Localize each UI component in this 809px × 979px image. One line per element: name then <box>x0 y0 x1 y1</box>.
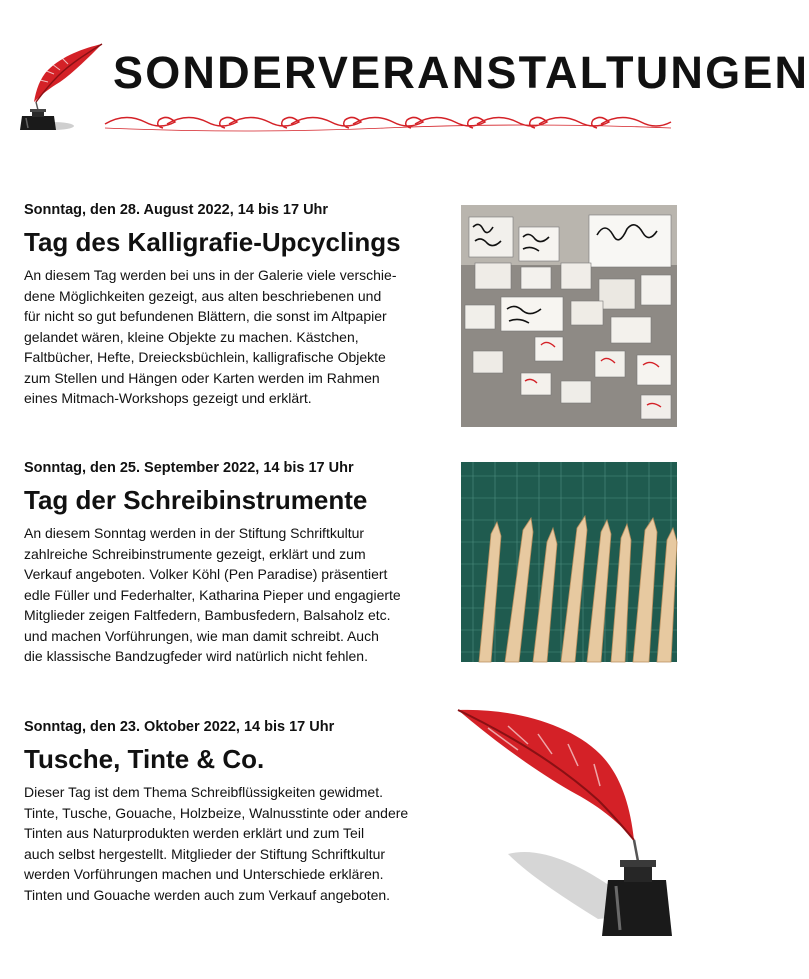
text-line: Tinte, Tusche, Gouache, Holzbeize, Walnusstinte oder andere <box>24 804 409 821</box>
text-line: zahlreiche Schreibinstrumente gezeigt, erklärt und zum <box>24 545 366 562</box>
text-line: edle Füller und Federhalter, Katharina Pieper und engagierte <box>24 586 401 603</box>
quill-inkpot-icon <box>14 40 106 140</box>
wooden-pens-photo <box>461 462 677 662</box>
event-description <box>24 523 401 667</box>
page-title: SONDERVERANSTALTUNGEN <box>113 47 809 98</box>
text-line: die klassische Bandzugfeder wird natürlich nicht fehlen. <box>24 648 368 664</box>
flourish-ornament-icon <box>105 110 675 136</box>
event-description <box>24 782 408 905</box>
event-title: Tag des Kalligrafie-Upcyclings <box>24 227 401 257</box>
text-line: Mitglieder zeigen Faltfedern, Bambusfedern, Balsaholz etc. <box>24 607 391 623</box>
quill-inkpot-icon <box>448 704 680 944</box>
text-line: gelandet wären, kleine Objekte zu machen. Kästchen, <box>24 328 359 345</box>
text-line: Tinten und Gouache werden auch zum Verkauf angeboten. <box>24 886 391 903</box>
text-line: An diesem Tag werden bei uns in der Galerie viele verschie- <box>24 267 397 283</box>
text-line: eines Mitmach-Workshops gezeigt und erklärt. <box>24 390 312 406</box>
text-line: zum Stellen und Hängen oder Karten werden im Rahmen <box>24 369 380 386</box>
text-line: Tinten aus Naturprodukten werden erklärt und zum Teil <box>24 825 365 841</box>
text-line: An diesem Sonntag werden in der Stiftung Schriftkultur <box>24 525 365 541</box>
event-title: Tusche, Tinte & Co. <box>24 744 265 774</box>
text-line: für nicht so gut befundenen Blättern, die sonst im Altpapier <box>24 308 387 324</box>
text-line: Verkauf angeboten. Volker Köhl (Pen Paradise) präsentiert <box>24 566 388 582</box>
text-line: und machen Vorführungen, wie man damit schreibt. Auch <box>24 627 379 644</box>
event-date: Sonntag, den 23. Oktober 2022, 14 bis 17 Uhr <box>24 719 335 735</box>
text-line: auch selbst hergestellt. Mitglieder der Stiftung Schriftkultur <box>24 845 386 862</box>
text-line: dene Möglichkeiten gezeigt, aus alten beschriebenen und <box>24 287 382 304</box>
text-line: Dieser Tag ist dem Thema Schreibflüssigkeiten gewidmet. <box>24 784 383 800</box>
event-date: Sonntag, den 28. August 2022, 14 bis 17 Uhr <box>24 202 329 218</box>
calligraphy-boxes-photo <box>461 205 677 427</box>
text-line: werden Vorführungen machen und Unterschiede erklären. <box>24 866 384 882</box>
event-title: Tag der Schreibinstrumente <box>24 485 368 515</box>
event-description <box>24 265 397 409</box>
event-date: Sonntag, den 25. September 2022, 14 bis 17 Uhr <box>24 460 354 476</box>
text-line: Faltbücher, Hefte, Dreiecksbüchlein, kalligrafische Objekte <box>24 349 386 365</box>
